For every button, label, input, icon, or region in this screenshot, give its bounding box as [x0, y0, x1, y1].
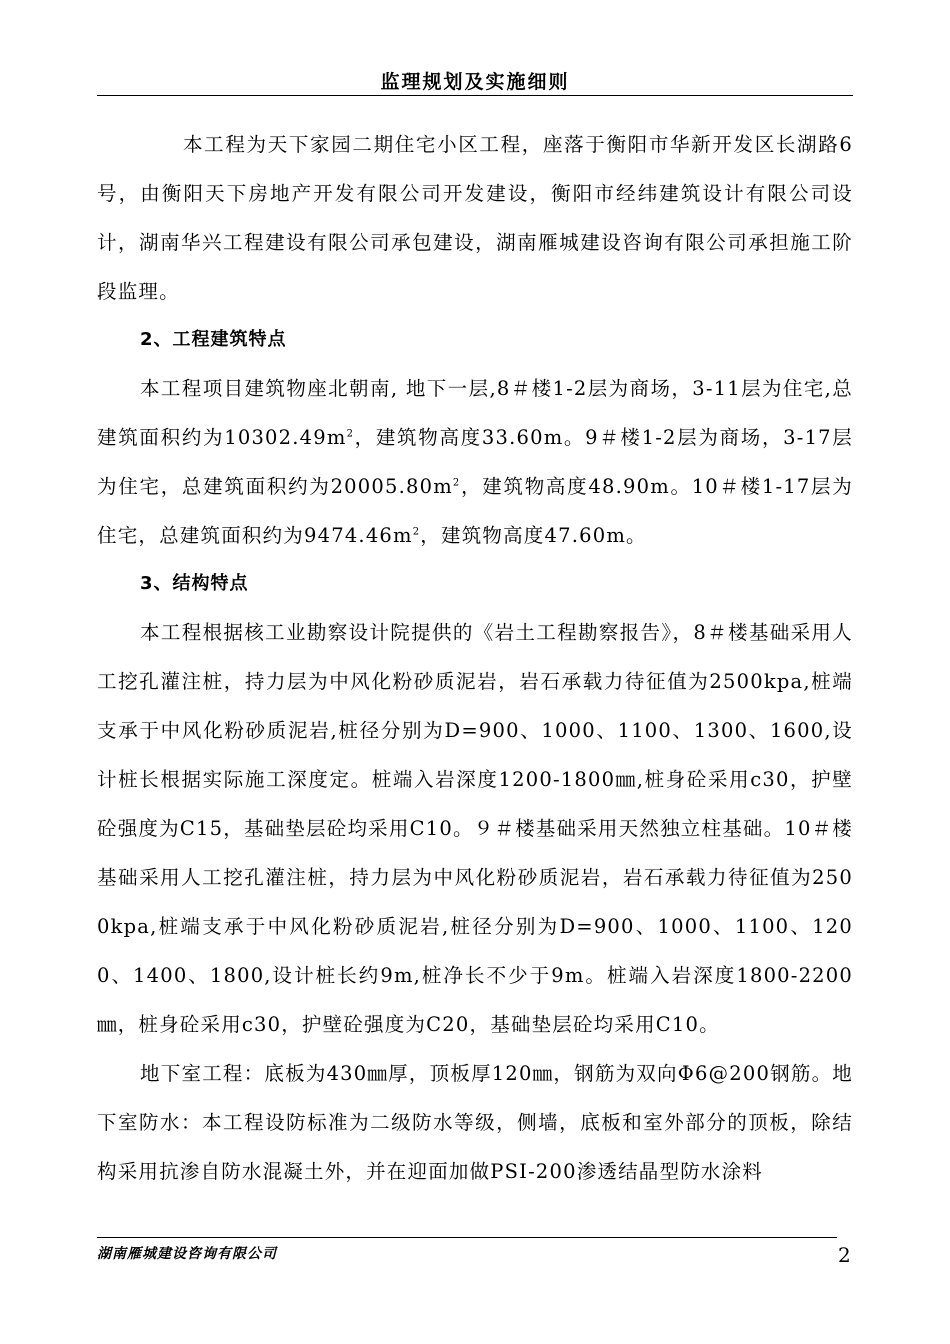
- footer-company-name: 湖南雁城建设咨询有限公司: [97, 1246, 277, 1262]
- section-heading-structure: 3、结构特点: [140, 573, 249, 594]
- page-number: 2: [838, 1243, 851, 1267]
- features-text-3: ，建筑物高度48.90m。10＃楼1-17层为住宅，总建筑面积约为9474.46m: [97, 475, 853, 547]
- footer-divider: [97, 1237, 837, 1238]
- features-text-1: 本工程项目建筑物座北朝南, 地下一层,8＃楼1-2层为商场，3-11层为住宅,总建筑面积约为10302.49m: [97, 377, 853, 449]
- header-divider: [97, 95, 853, 96]
- section-heading-features: 2、工程建筑特点: [140, 329, 287, 350]
- superscript-square: 2: [412, 526, 421, 538]
- structure-paragraph: 本工程根据核工业勘察设计院提供的《岩土工程勘察报告》，8＃楼基础采用人工挖孔灌注桩，持力层为中风化粉砂质泥岩，岩石承载力待征值为2500kpa,桩端支承于中风化粉砂质泥岩,桩径分别为D=900、1000、1100、1300、1600,设计桩长根据实际施工深度定。桩端入岩深度1200-1800㎜,桩身砼采用c30，护壁砼强度为C15，基础垫层砼均采用C10。９＃楼基础采用天然独立柱基础。10＃楼基础采用人工挖孔灌注桩，持力层为中风化粉砂质泥岩，岩石承载力待征值为2500kpa,桩端支承于中风化粉砂质泥岩,桩径分别为D=900、1000、1100、1200、1400、1800,设计桩长约9m,桩净长不少于9m。桩端入岩深度1800-2200㎜，桩身砼采用c30，护壁砼强度为C20，基础垫层砼均采用C10。: [97, 621, 853, 1036]
- basement-paragraph: 地下室工程：底板为430㎜厚，顶板厚120㎜，钢筋为双向Φ6@200钢筋。地下室防水：本工程设防标准为二级防水等级，侧墙，底板和室外部分的顶板，除结构采用抗渗自防水混凝土外，并在迎面加做PSI-200渗透结晶型防水涂料: [97, 1062, 853, 1183]
- page-header-title: 监理规划及实施细则: [380, 71, 570, 93]
- document-body: [97, 120, 853, 1196]
- superscript-square: 2: [452, 477, 461, 489]
- features-paragraph: [97, 364, 853, 560]
- superscript-square: 2: [346, 428, 355, 440]
- features-text-4: ，建筑物高度47.60m。: [420, 524, 647, 547]
- intro-paragraph: 本工程为天下家园二期住宅小区工程，座落于衡阳市华新开发区长湖路6号，由衡阳天下房地产开发有限公司开发建设，衡阳市经纬建筑设计有限公司设计，湖南华兴工程建设有限公司承包建设，湖南雁城建设咨询有限公司承担施工阶段监理。: [97, 133, 853, 303]
- features-text-2: ，建筑物高度33.60m。9＃楼1-2层为商场，3-17层为住宅，总建筑面积约为20005.80m: [97, 426, 853, 498]
